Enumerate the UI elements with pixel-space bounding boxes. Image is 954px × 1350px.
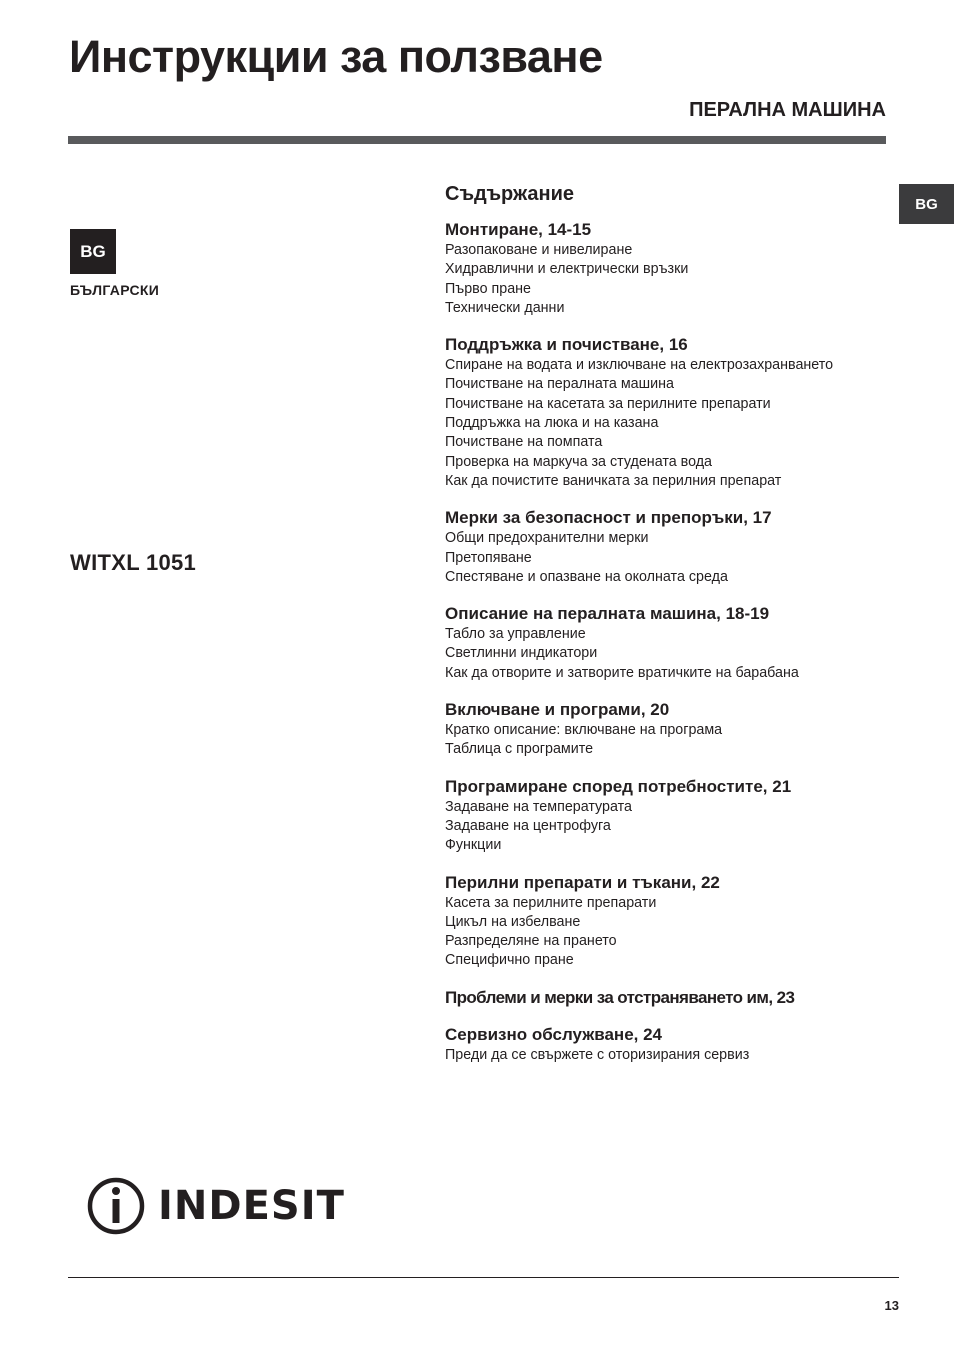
- toc-item: Таблица с програмите: [445, 741, 594, 758]
- toc-item: Цикъл на избелване: [445, 913, 581, 930]
- toc-section: [445, 777, 885, 856]
- toc-item: Поддръжка на люка и на казана: [445, 415, 659, 432]
- toc-item: Светлинни индикатори: [445, 645, 598, 662]
- toc-item: Функции: [445, 837, 502, 854]
- toc-heading: Съдържание: [445, 183, 575, 205]
- toc-item: Как да отворите и затворите вратичките на барабана: [445, 664, 799, 681]
- toc-section: [445, 873, 885, 971]
- toc-item: Табло за управление: [445, 626, 586, 643]
- toc-item: Проверка на маркуча за студената вода: [445, 453, 713, 470]
- page-title: Инструкции за ползване: [69, 31, 603, 82]
- toc-item: Спиране на водата и изключване на електрозахранването: [445, 357, 834, 374]
- page-subtitle: ПЕРАЛНА МАШИНА: [689, 99, 886, 121]
- toc-item: Почистване на касетата за перилните препарати: [445, 395, 771, 412]
- toc-item: Разопаковане и нивелиране: [445, 242, 633, 258]
- toc-item: Разпределяне на прането: [445, 933, 617, 950]
- toc-item: Почистване на помпата: [445, 434, 603, 451]
- brand-logo: [86, 1176, 345, 1236]
- toc-section-title: Поддръжка и почистване, 16: [445, 335, 688, 355]
- toc-section: [445, 988, 885, 1008]
- page-number: 13: [884, 1298, 899, 1313]
- toc-item: Общи предохранителни мерки: [445, 530, 649, 547]
- toc-item: Как да почистите ваничката за перилния препарат: [445, 472, 782, 489]
- language-badge: BG: [70, 229, 116, 274]
- toc-section-title: Перилни препарати и тъкани, 22: [445, 872, 720, 892]
- language-name: БЪЛГАРСКИ: [70, 282, 160, 298]
- toc-section-title: Монтиране, 14-15: [445, 220, 592, 239]
- toc-section: [445, 508, 885, 587]
- toc-item: Преди да се свържете с оторизирания сервиз: [445, 1046, 750, 1063]
- toc-section-title: Включване и програми, 20: [445, 700, 670, 720]
- indesit-logo-icon: [86, 1176, 150, 1236]
- toc-section-title: Проблеми и мерки за отстраняването им, 23: [445, 987, 795, 1007]
- toc-section-title: Сервизно обслужване, 24: [445, 1024, 663, 1044]
- toc-item: Задаване на центрофуга: [445, 817, 611, 834]
- toc-section-title: Програмиране според потребностите, 21: [445, 776, 792, 796]
- toc-section: [445, 604, 885, 683]
- toc-item: Претопяване: [445, 549, 532, 566]
- header-divider: [68, 136, 886, 144]
- toc-item: Първо пране: [445, 280, 532, 297]
- toc-item: Почистване на пералната машина: [445, 376, 674, 393]
- toc-section: [445, 1025, 885, 1065]
- model-name: WITXL 1051: [70, 550, 197, 575]
- toc-section: [445, 220, 885, 318]
- toc-item: Спестяване и опазване на околната среда: [445, 568, 728, 585]
- toc-item: Специфично пране: [445, 952, 574, 969]
- toc-section-title: Мерки за безопасност и препоръки, 17: [445, 508, 772, 528]
- toc-item: Кратко описание: включване на програма: [445, 722, 723, 739]
- toc-section: [445, 335, 885, 491]
- brand-name: INDESIT: [158, 1183, 345, 1229]
- toc-item: Технически данни: [445, 299, 565, 316]
- toc-item: Касета за перилните препарати: [445, 894, 657, 911]
- toc-item: Задаване на температурата: [445, 798, 632, 815]
- toc-item: Хидравлични и електрически връзки: [445, 261, 689, 278]
- language-side-tab: BG: [899, 184, 954, 224]
- footer-divider: [68, 1277, 899, 1278]
- toc-section: [445, 700, 885, 760]
- toc-section-title: Описание на пералната машина, 18-19: [445, 604, 770, 624]
- table-of-contents: [445, 182, 885, 1082]
- toc-sections: [445, 220, 885, 1065]
